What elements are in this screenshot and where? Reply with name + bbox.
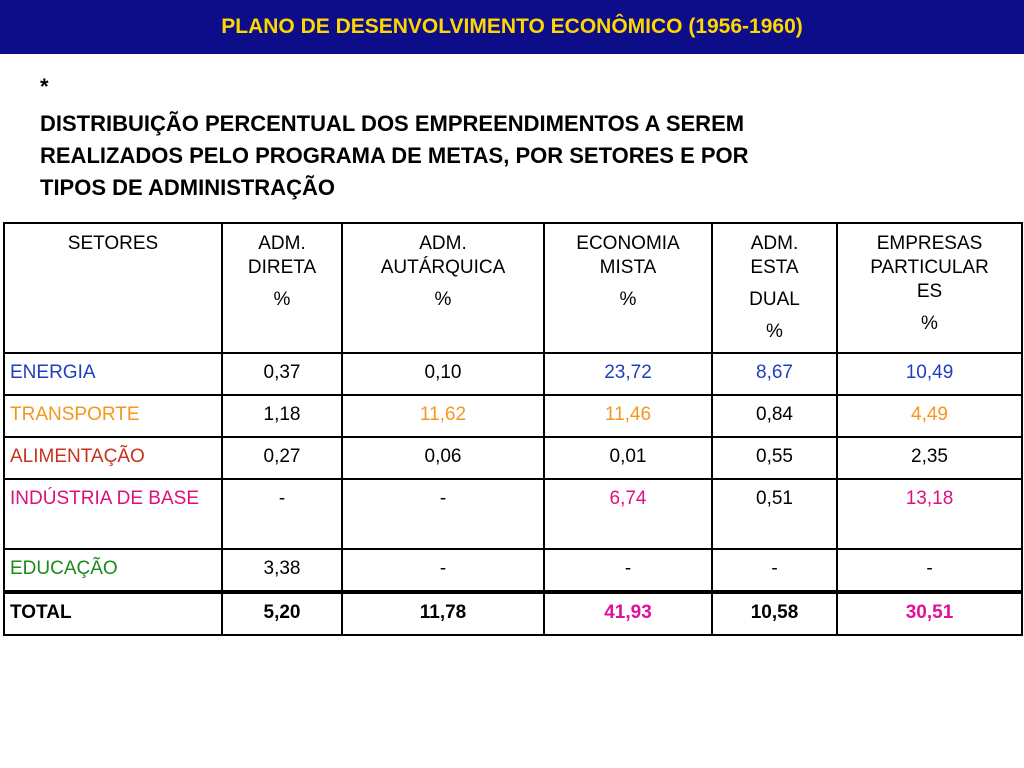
value-cell: 13,18 — [837, 479, 1022, 549]
header-empresas-line-2: PARTICULAR — [870, 257, 989, 278]
header-adm-autarquica-unit: % — [434, 289, 452, 310]
value-cell: - — [837, 549, 1022, 592]
header-setores — [4, 223, 222, 353]
total-label: TOTAL — [4, 592, 222, 635]
title-bar — [0, 0, 1024, 54]
value-cell: 0,06 — [342, 437, 544, 479]
header-adm-direta — [222, 223, 342, 353]
page-title: PLANO DE DESENVOLVIMENTO ECONÔMICO (1956-1960) — [221, 15, 803, 38]
value-cell: 1,18 — [222, 395, 342, 437]
asterisk-mark: * — [40, 74, 49, 99]
subtitle — [40, 108, 1000, 204]
value-cell: - — [712, 549, 837, 592]
table-row-educacao — [4, 549, 1022, 592]
header-adm-estadual — [712, 223, 837, 353]
sector-cell: EDUCAÇÃO — [4, 549, 222, 592]
value-cell: - — [342, 479, 544, 549]
value-cell: 0,55 — [712, 437, 837, 479]
header-empresas-unit: % — [921, 313, 938, 334]
value-cell: 11,46 — [544, 395, 712, 437]
total-value: 30,51 — [837, 592, 1022, 635]
subtitle-line-1: DISTRIBUIÇÃO PERCENTUAL DOS EMPREENDIMENTOS A SEREM — [40, 111, 745, 136]
header-economia-mista-line-2: MISTA — [599, 257, 657, 278]
table-row-industria-de-base — [4, 479, 1022, 549]
total-value: 11,78 — [342, 592, 544, 635]
total-value: 41,93 — [544, 592, 712, 635]
header-adm-autarquica-line-2: AUTÁRQUICA — [380, 257, 506, 278]
header-economia-mista — [544, 223, 712, 353]
header-row — [4, 223, 1022, 353]
header-empresas-line-1: EMPRESAS — [876, 233, 983, 254]
table-row-total — [4, 592, 1022, 635]
header-empresas-line-3: ES — [916, 281, 943, 302]
value-cell: 6,74 — [544, 479, 712, 549]
value-cell: 4,49 — [837, 395, 1022, 437]
value-cell: 0,84 — [712, 395, 837, 437]
value-cell: 23,72 — [544, 353, 712, 395]
subtitle-line-2: REALIZADOS PELO PROGRAMA DE METAS, POR SETORES E POR — [40, 143, 749, 168]
header-adm-autarquica-line-1: ADM. — [419, 233, 467, 254]
value-cell: 10,49 — [837, 353, 1022, 395]
table-row-transporte — [4, 395, 1022, 437]
header-adm-estadual-unit: % — [766, 321, 783, 342]
value-cell: 2,35 — [837, 437, 1022, 479]
value-cell: 0,27 — [222, 437, 342, 479]
value-cell: 0,37 — [222, 353, 342, 395]
header-setores-text: SETORES — [67, 233, 159, 254]
value-cell: 11,62 — [342, 395, 544, 437]
value-cell: - — [342, 549, 544, 592]
header-adm-estadual-line-2: ESTA — [750, 257, 799, 278]
value-cell: 8,67 — [712, 353, 837, 395]
header-empresas-particulares — [837, 223, 1022, 353]
sector-cell: ENERGIA — [4, 353, 222, 395]
header-adm-direta-line-2: DIRETA — [247, 257, 317, 278]
subtitle-line-3: TIPOS DE ADMINISTRAÇÃO — [40, 175, 335, 200]
sector-cell: ALIMENTAÇÃO — [4, 437, 222, 479]
table-row-alimentacao — [4, 437, 1022, 479]
value-cell: 3,38 — [222, 549, 342, 592]
distribution-table — [3, 222, 1023, 636]
header-adm-autarquica — [342, 223, 544, 353]
sector-cell: TRANSPORTE — [4, 395, 222, 437]
value-cell: 0,51 — [712, 479, 837, 549]
value-cell: - — [222, 479, 342, 549]
total-value: 5,20 — [222, 592, 342, 635]
value-cell: 0,01 — [544, 437, 712, 479]
value-cell: 0,10 — [342, 353, 544, 395]
header-adm-direta-line-1: ADM. — [258, 233, 306, 254]
header-adm-estadual-line-1: ADM. — [750, 233, 799, 254]
header-economia-mista-unit: % — [619, 289, 637, 310]
value-cell: - — [544, 549, 712, 592]
header-adm-estadual-line-3: DUAL — [749, 289, 800, 310]
header-adm-direta-unit: % — [273, 289, 291, 310]
table-row-energia — [4, 353, 1022, 395]
sector-cell: INDÚSTRIA DE BASE — [4, 479, 222, 549]
total-value: 10,58 — [712, 592, 837, 635]
header-economia-mista-line-1: ECONOMIA — [576, 233, 680, 254]
